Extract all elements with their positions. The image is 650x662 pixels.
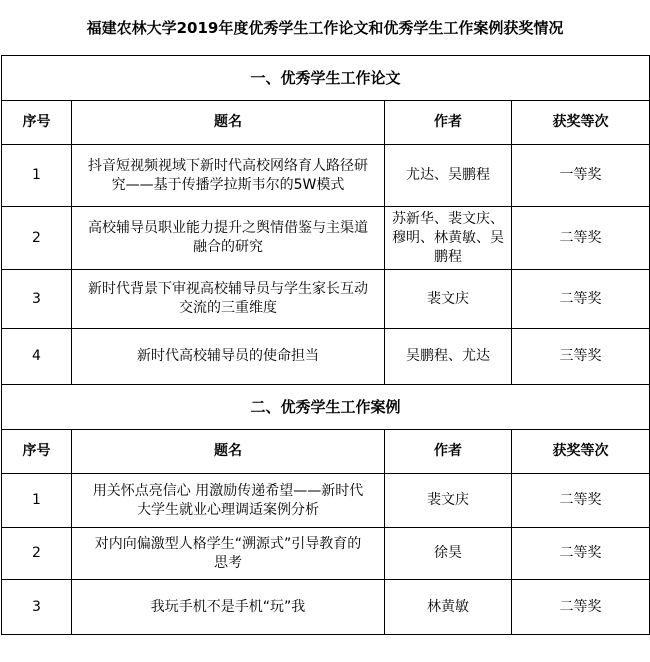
header-author: 作者 bbox=[385, 430, 512, 474]
header-award: 获奖等次 bbox=[512, 101, 650, 145]
table-header-row bbox=[2, 101, 650, 145]
table-row bbox=[2, 329, 650, 385]
row-title: 抖音短视频视域下新时代高校网络育人路径研究——基于传播学拉斯韦尔的5W模式 bbox=[72, 145, 385, 207]
table-row bbox=[2, 270, 650, 329]
row-author: 林黄敏 bbox=[385, 580, 512, 635]
table-header-row bbox=[2, 430, 650, 474]
section-heading-row bbox=[2, 385, 650, 430]
row-no: 3 bbox=[2, 580, 72, 635]
row-no: 2 bbox=[2, 207, 72, 270]
row-author: 苏新华、裴文庆、穆明、林黄敏、吴鹏程 bbox=[385, 207, 512, 270]
row-author: 徐昊 bbox=[385, 528, 512, 580]
row-author: 尤达、吴鹏程 bbox=[385, 145, 512, 207]
table-row bbox=[2, 145, 650, 207]
table-row bbox=[2, 207, 650, 270]
document-title: 福建农林大学2019年度优秀学生工作论文和优秀学生工作案例获奖情况 bbox=[86, 19, 564, 37]
header-title: 题名 bbox=[72, 430, 385, 474]
row-no: 2 bbox=[2, 528, 72, 580]
row-award: 一等奖 bbox=[512, 145, 650, 207]
header-no: 序号 bbox=[2, 101, 72, 145]
header-title: 题名 bbox=[72, 101, 385, 145]
row-award: 二等奖 bbox=[512, 474, 650, 528]
row-award: 二等奖 bbox=[512, 528, 650, 580]
row-title: 新时代高校辅导员的使命担当 bbox=[72, 329, 385, 385]
section-heading-row bbox=[2, 56, 650, 101]
row-award: 二等奖 bbox=[512, 580, 650, 635]
row-no: 1 bbox=[2, 145, 72, 207]
header-author: 作者 bbox=[385, 101, 512, 145]
row-award: 二等奖 bbox=[512, 207, 650, 270]
row-no: 1 bbox=[2, 474, 72, 528]
row-no: 3 bbox=[2, 270, 72, 329]
table-row bbox=[2, 528, 650, 580]
row-author: 裴文庆 bbox=[385, 270, 512, 329]
row-title: 对内向偏激型人格学生“溯源式”引导教育的思考 bbox=[72, 528, 385, 580]
table-row bbox=[2, 474, 650, 528]
row-title: 用关怀点亮信心 用激励传递希望——新时代大学生就业心理调适案例分析 bbox=[72, 474, 385, 528]
section-heading: 二、优秀学生工作案例 bbox=[2, 385, 650, 430]
table-row bbox=[2, 580, 650, 635]
row-author: 吴鹏程、尤达 bbox=[385, 329, 512, 385]
header-no: 序号 bbox=[2, 430, 72, 474]
award-table bbox=[1, 55, 650, 635]
row-award: 二等奖 bbox=[512, 270, 650, 329]
row-no: 4 bbox=[2, 329, 72, 385]
row-title: 高校辅导员职业能力提升之舆情借鉴与主渠道融合的研究 bbox=[72, 207, 385, 270]
row-title: 新时代背景下审视高校辅导员与学生家长互动交流的三重维度 bbox=[72, 270, 385, 329]
row-author: 裴文庆 bbox=[385, 474, 512, 528]
header-award: 获奖等次 bbox=[512, 430, 650, 474]
row-award: 三等奖 bbox=[512, 329, 650, 385]
section-heading: 一、优秀学生工作论文 bbox=[2, 56, 650, 101]
row-title: 我玩手机不是手机“玩”我 bbox=[72, 580, 385, 635]
